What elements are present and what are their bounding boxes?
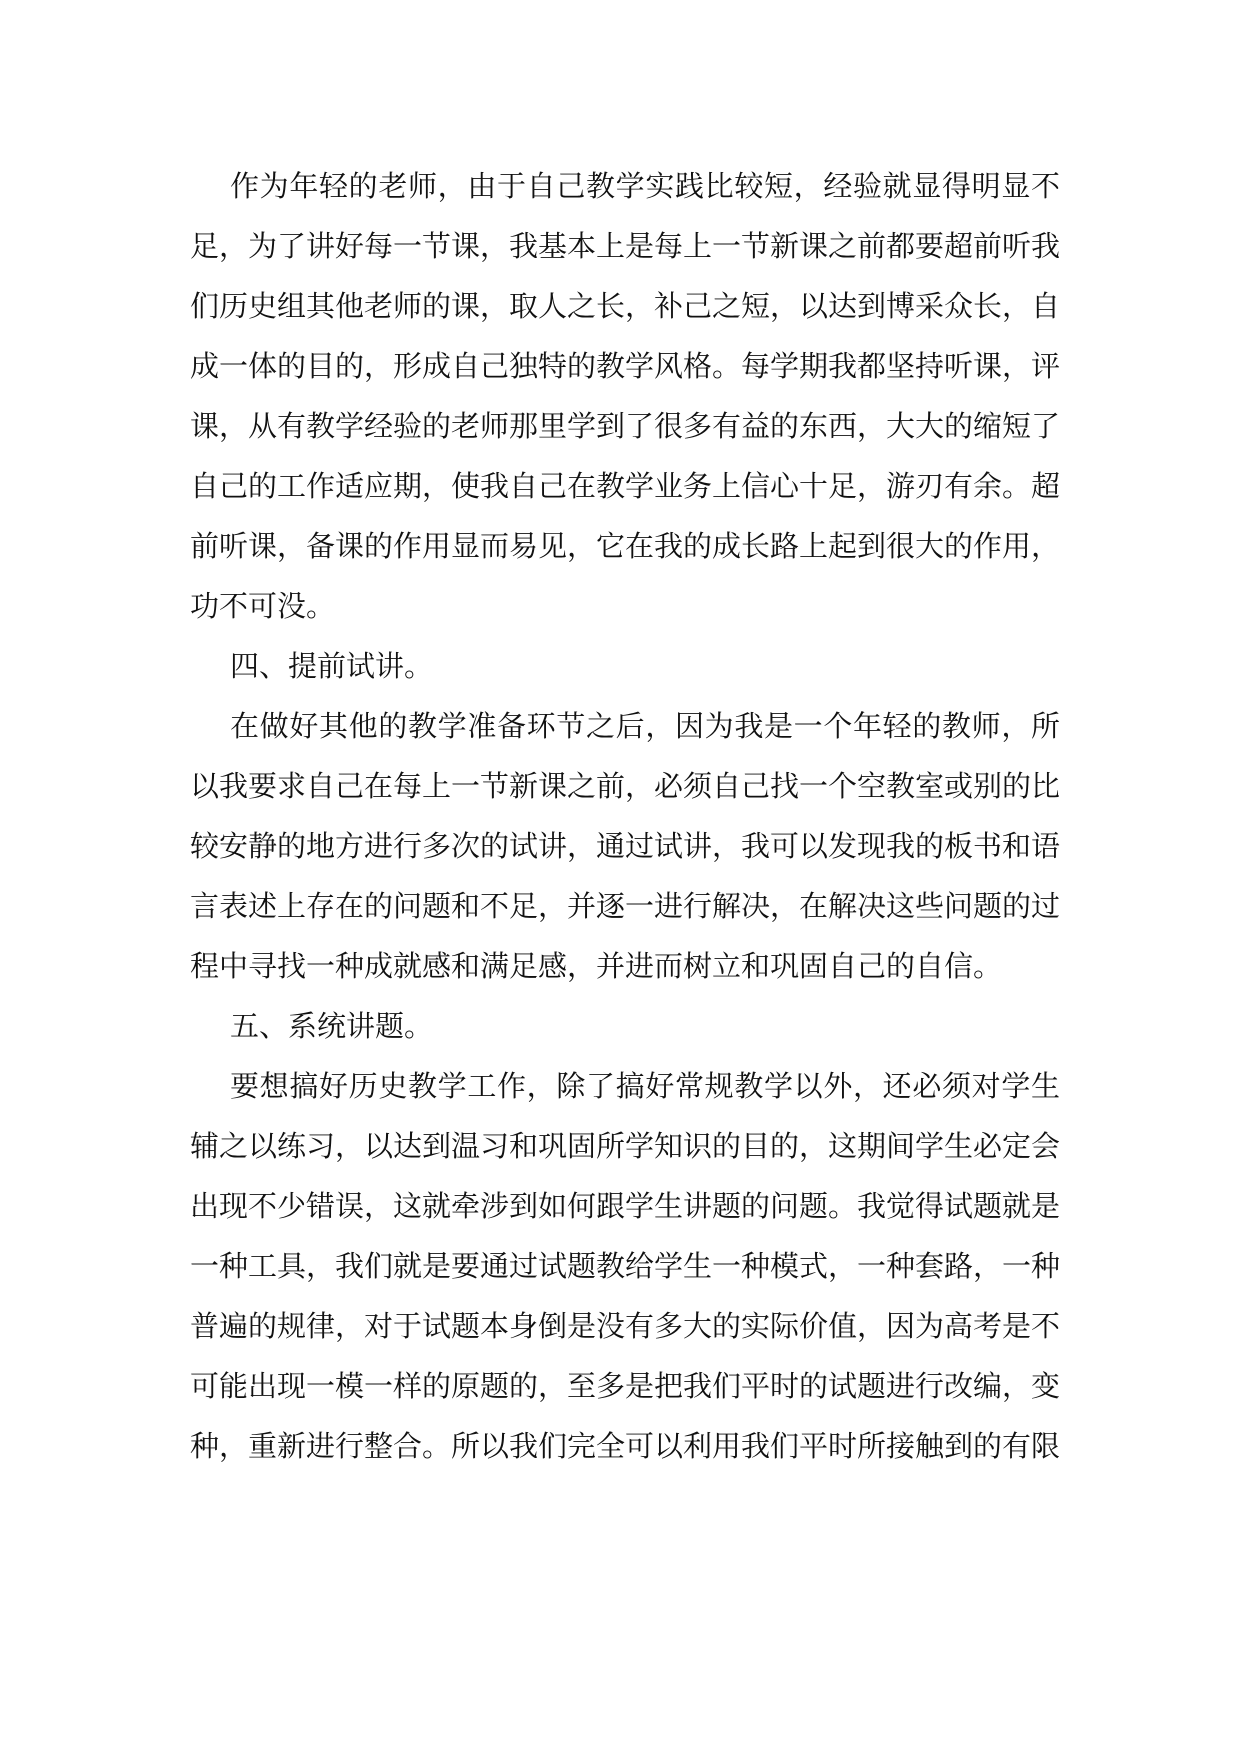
text-line: 一种工具，我们就是要通过试题教给学生一种模式，一种套路，一种 <box>190 1249 1061 1283</box>
document-body <box>190 156 1060 1476</box>
text-line: 功不可没。 <box>190 589 336 623</box>
paragraph-peer-observation <box>190 156 1060 636</box>
text-line: 作为年轻的老师，由于自己教学实践比较短，经验就显得明显不 <box>230 169 1060 203</box>
text-line: 在做好其他的教学准备环节之后，因为我是一个年轻的教师，所 <box>230 709 1060 743</box>
text-line: 们历史组其他老师的课，取人之长，补己之短，以达到博采众长，自 <box>190 289 1061 323</box>
text-line: 足，为了讲好每一节课，我基本上是每上一节新课之前都要超前听我 <box>190 229 1061 263</box>
text-line: 课，从有教学经验的老师那里学到了很多有益的东西，大大的缩短了 <box>190 409 1061 443</box>
text-line: 前听课，备课的作用显而易见，它在我的成长路上起到很大的作用， <box>190 529 1061 563</box>
text-line: 成一体的目的，形成自己独特的教学风格。每学期我都坚持听课，评 <box>190 349 1061 383</box>
paragraph-systematic-explanation <box>190 1056 1060 1476</box>
text-line: 要想搞好历史教学工作，除了搞好常规教学以外，还必须对学生 <box>230 1069 1060 1103</box>
section-heading-systematic-explanation <box>190 996 1060 1056</box>
heading-text: 五、系统讲题。 <box>230 1009 434 1043</box>
text-line: 可能出现一模一样的原题的，至多是把我们平时的试题进行改编，变 <box>190 1369 1061 1403</box>
section-heading-trial-lecture <box>190 636 1060 696</box>
text-line: 种，重新进行整合。所以我们完全可以利用我们平时所接触到的有限 <box>190 1429 1061 1463</box>
text-line: 自己的工作适应期，使我自己在教学业务上信心十足，游刃有余。超 <box>190 469 1061 503</box>
text-line: 言表述上存在的问题和不足，并逐一进行解决，在解决这些问题的过 <box>190 889 1061 923</box>
text-line: 较安静的地方进行多次的试讲，通过试讲，我可以发现我的板书和语 <box>190 829 1061 863</box>
text-line: 程中寻找一种成就感和满足感，并进而树立和巩固自己的自信。 <box>190 949 1003 983</box>
paragraph-trial-lecture <box>190 696 1060 996</box>
text-line: 以我要求自己在每上一节新课之前，必须自己找一个空教室或别的比 <box>190 769 1061 803</box>
heading-text: 四、提前试讲。 <box>230 649 434 683</box>
text-line: 出现不少错误，这就牵涉到如何跟学生讲题的问题。我觉得试题就是 <box>190 1189 1061 1223</box>
text-line: 辅之以练习，以达到温习和巩固所学知识的目的，这期间学生必定会 <box>190 1129 1061 1163</box>
text-line: 普遍的规律，对于试题本身倒是没有多大的实际价值，因为高考是不 <box>190 1309 1061 1343</box>
